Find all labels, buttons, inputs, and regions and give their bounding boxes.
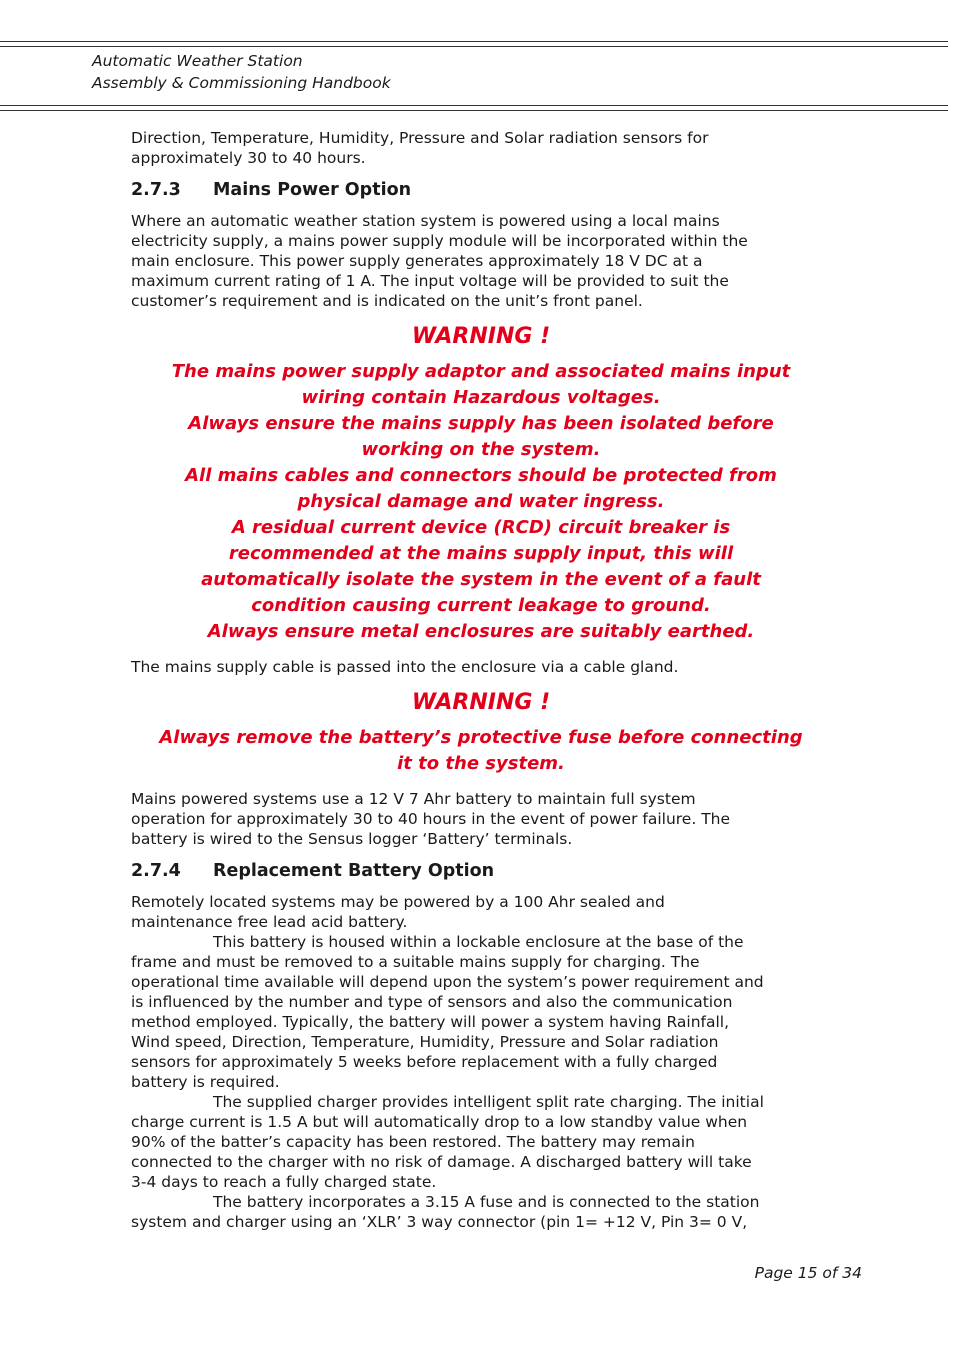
header-rule-top-1 [0,41,948,42]
warning-line: All mains cables and connectors should be protected from [185,465,777,486]
intro-paragraph: Direction, Temperature, Humidity, Pressure and Solar radiation sensors for approximately 30 to 40 hours. [131,129,709,167]
warning-block-1 [131,323,831,645]
header-rule-bottom-2 [0,110,948,111]
warning-title: WARNING ! [411,690,551,715]
warning-line: working on the system. [361,439,601,460]
warning-block-2 [131,689,831,777]
warning-line: Always remove the battery’s protective fuse before connecting [159,727,803,748]
warning-line: A residual current device (RCD) circuit breaker is [231,517,731,538]
header-rule-bottom-1 [0,105,948,106]
section-heading-2-7-4: 2.7.4 Replacement Battery Option [131,861,495,881]
mains-battery-paragraph: Mains powered systems use a 12 V 7 Ahr battery to maintain full system operation for approximately 30 to 40 hours in the event of power failure. The battery is wired to the Sensus logger ‘Battery’ terminals. [131,790,731,848]
warning-line: Always ensure the mains supply has been isolated before [188,413,774,434]
header-rule-top-2 [0,46,948,47]
warning-line: condition causing current leakage to ground. [251,595,711,616]
header-subtitle: Assembly & Commissioning Handbook [92,74,391,92]
warning-title: WARNING ! [411,324,551,349]
warning-line: The mains power supply adaptor and associated mains input [171,361,791,382]
mains-power-paragraph: Where an automatic weather station system is powered using a local mains electricity supply, a mains power supply module will be incorporated within the main enclosure. This power supply generates approximately 18 V DC at a maximum current rating of 1 A. The input voltage will be provided to suit the customer’s requirement and is indicated on the unit’s front panel. [131,212,748,310]
replacement-battery-paragraph: Remotely located systems may be powered by a 100 Ahr sealed and maintenance free lead acid battery. This battery is housed within a lockable enclosure at the base of the frame and must be removed to a suitable mains supply for charging. The operational time available will depend upon the system’s power requirement and is influenced by the number and type of sensors and also the communication method employed. Typically, the battery will power a system having Rainfall, Wind speed, Direction, Temperature, Humidity, Pressure and Solar radiation sensors for approximately 5 weeks before replacement with a fully charged battery is required. The supplied charger provides intelligent split rate charging. The initial charge current is 1.5 A but will automatically drop to a low standby value when 90% of the batter’s capacity has been restored. The battery may remain connected to the charger with no risk of damage. A discharged battery will take 3-4 days to reach a fully charged state. The battery incorporates a 3.15 A fuse and is connected to the station system and charger using an ‘XLR’ 3 way connector (pin 1= +12 V, Pin 3= 0 V, [131,893,764,1231]
warning-line: recommended at the mains supply input, this will [228,543,734,564]
page-number: Page 15 of 34 [754,1264,862,1282]
warning-line: Always ensure metal enclosures are suitably earthed. [207,621,755,642]
header-title: Automatic Weather Station [92,52,303,70]
warning-line: it to the system. [397,753,565,774]
cable-gland-paragraph: The mains supply cable is passed into the enclosure via a cable gland. [131,658,679,676]
page-content [131,128,831,1232]
warning-line: physical damage and water ingress. [297,491,665,512]
warning-line: wiring contain Hazardous voltages. [301,387,661,408]
section-heading-2-7-3: 2.7.3 Mains Power Option [131,180,412,200]
warning-line: automatically isolate the system in the event of a fault [201,569,761,590]
